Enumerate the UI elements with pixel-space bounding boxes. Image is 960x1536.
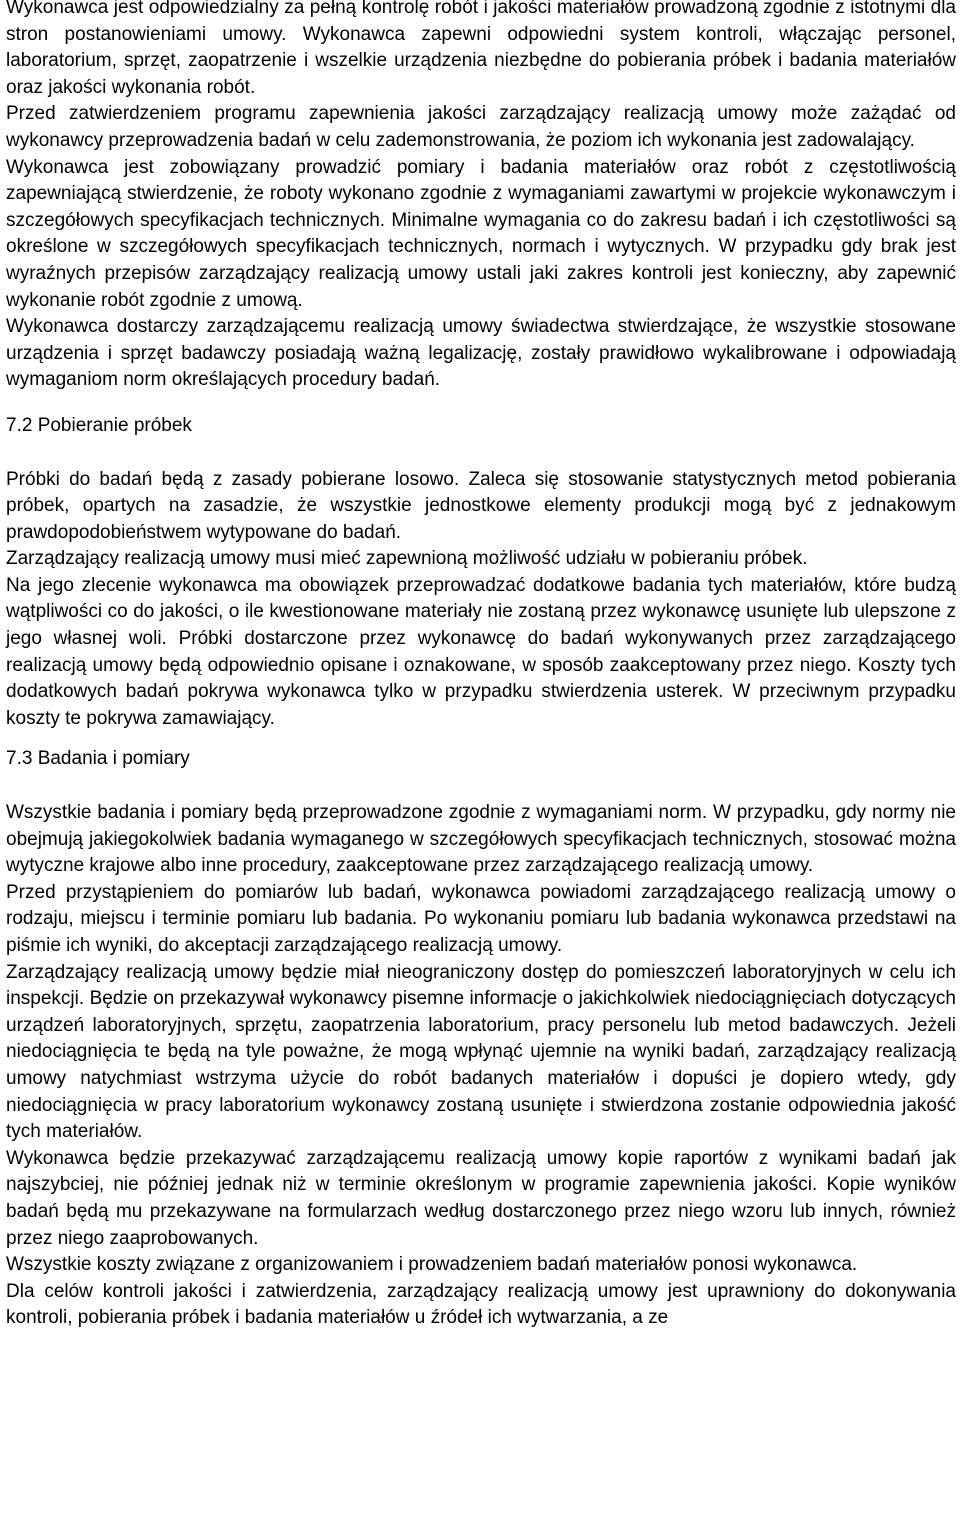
paragraph-quality-control-responsibility: Wykonawca jest odpowiedzialny za pełną kontrolę robót i jakości materiałów prowadzoną zgodnie z istotnymi dla stron postanowieniami umowy. Wykonawca zapewni odpowiedni system kontroli, włączając personel, laboratorium, sprzęt, zaopatrzenie i wszelkie urządzenia niezbędne do pobierania próbek i badania materiałów oraz jakości wykonania robót. [6, 0, 956, 98]
section-heading-sampling: 7.2 Pobieranie próbek [6, 414, 192, 436]
document-page [6, 0, 956, 1332]
paragraph-control-rights: Dla celów kontroli jakości i zatwierdzenia, zarządzający realizacją umowy jest uprawniony do dokonywania kontroli, pobierania próbek i badania materiałów u źródeł ich wytwarzania, a ze [6, 1280, 956, 1329]
paragraph-costs: Wszystkie koszty związane z organizowaniem i prowadzeniem badań materiałów ponosi wykonawca. [6, 1254, 858, 1276]
paragraph-report-copies: Wykonawca będzie przekazywać zarządzającemu realizacją umowy kopie raportów z wynikami badań jak najszybciej, nie później jednak niż w terminie określonym w programie zapewnienia jakości. Kopie wyników badań będą mu przekazywane na formularzach według dostarczonego przez niego wzoru lub innych, również przez niego zaaprobowanych. [6, 1147, 956, 1249]
paragraph-random-sampling: Próbki do badań będą z zasady pobierane losowo. Zaleca się stosowanie statystycznych metod pobierania próbek, opartych na zasadzie, że wszystkie jednostkowe elementy produkcji mogą być z jednakowym prawdopodobieństwem wytypowane do badań. [6, 468, 956, 543]
section-heading-tests-measurements: 7.3 Badania i pomiary [6, 748, 190, 770]
paragraph-lab-inspection: Zarządzający realizacją umowy będzie miał nieograniczony dostęp do pomieszczeń laboratoryjnych w celu ich inspekcji. Będzie on przekazywał wykonawcy pisemne informacje o jakichkolwiek niedociągnięciach dotyczących urządzeń laboratoryjnych, sprzętu, zaopatrzenia laboratorium, pracy personelu lub metod badawczych. Jeżeli niedociągnięcia te będą na tyle poważne, że mogą wpłynąć ujemnie na wyniki badań, zarządzający realizacją umowy natychmiast wstrzyma użycie do robót badanych materiałów i dopuści je dopiero wtedy, gdy niedociągnięcia w pracy laboratorium wykonawcy zostaną usunięte i stwierdzona zostanie odpowiednia jakość tych materiałów. [6, 961, 956, 1143]
paragraph-additional-tests: Na jego zlecenie wykonawca ma obowiązek przeprowadzać dodatkowe badania tych materiałów, które budzą wątpliwości co do jakości, o ile kwestionowane materiały nie zostaną przez wykonawcę usunięte lub ulepszone z jego własnej woli. Próbki dostarczone przez wykonawcę do badań wykonywanych przez zarządzającego realizacją umowy będą odpowiednio opisane i oznakowane, w sposób zaakceptowany przez niego. Koszty tych dodatkowych badań pokrywa wykonawca tylko w przypadku stwierdzenia usterek. W przeciwnym przypadku koszty te pokrywa zamawiający. [6, 574, 956, 729]
paragraph-tests-per-norms: Wszystkie badania i pomiary będą przeprowadzone zgodnie z wymaganiami norm. W przypadku, gdy normy nie obejmują jakiegokolwiek badania wymaganego w szczegółowych specyfikacjach technicznych, stosować można wytyczne krajowe albo inne procedury, zaakceptowane przez zarządzającego realizacją umowy. [6, 802, 956, 877]
paragraph-approval-program: Przed zatwierdzeniem programu zapewnienia jakości zarządzający realizacją umowy może zażądać od wykonawcy przeprowadzenia badań w celu zademonstrowania, że poziom ich wykonania jest zadowalający. [6, 103, 956, 151]
paragraph-measurements-obligation: Wykonawca jest zobowiązany prowadzić pomiary i badania materiałów oraz robót z częstotliwością zapewniającą stwierdzenie, że roboty wykonano zgodnie z wymaganiami zawartymi w projekcie wykonawczym i szczegółowych specyfikacjach technicznych. Minimalne wymagania co do zakresu badań i ich częstotliwości są określone w szczegółowych specyfikacjach technicznych, normach i wytycznych. W przypadku gdy brak jest wyraźnych przepisów zarządzający realizacją umowy ustali jaki zakres kontroli jest konieczny, aby zapewnić wykonanie robót zgodnie z umową. [6, 156, 956, 311]
paragraph-notification: Przed przystąpieniem do pomiarów lub badań, wykonawca powiadomi zarządzającego realizacją umowy o rodzaju, miejscu i terminie pomiaru lub badania. Po wykonaniu pomiaru lub badania wykonawca przedstawi na piśmie ich wyniki, do akceptacji zarządzającego realizacją umowy. [6, 881, 956, 956]
paragraph-calibration-certificates: Wykonawca dostarczy zarządzającemu realizacją umowy świadectwa stwierdzające, że wszystkie stosowane urządzenia i sprzęt badawczy posiadają ważną legalizację, zostały prawidłowo wykalibrowane i odpowiadają wymaganiom norm określających procedury badań. [6, 316, 956, 391]
paragraph-sampling-participation: Zarządzający realizacją umowy musi mieć zapewnioną możliwość udziału w pobieraniu próbek. [6, 548, 808, 570]
